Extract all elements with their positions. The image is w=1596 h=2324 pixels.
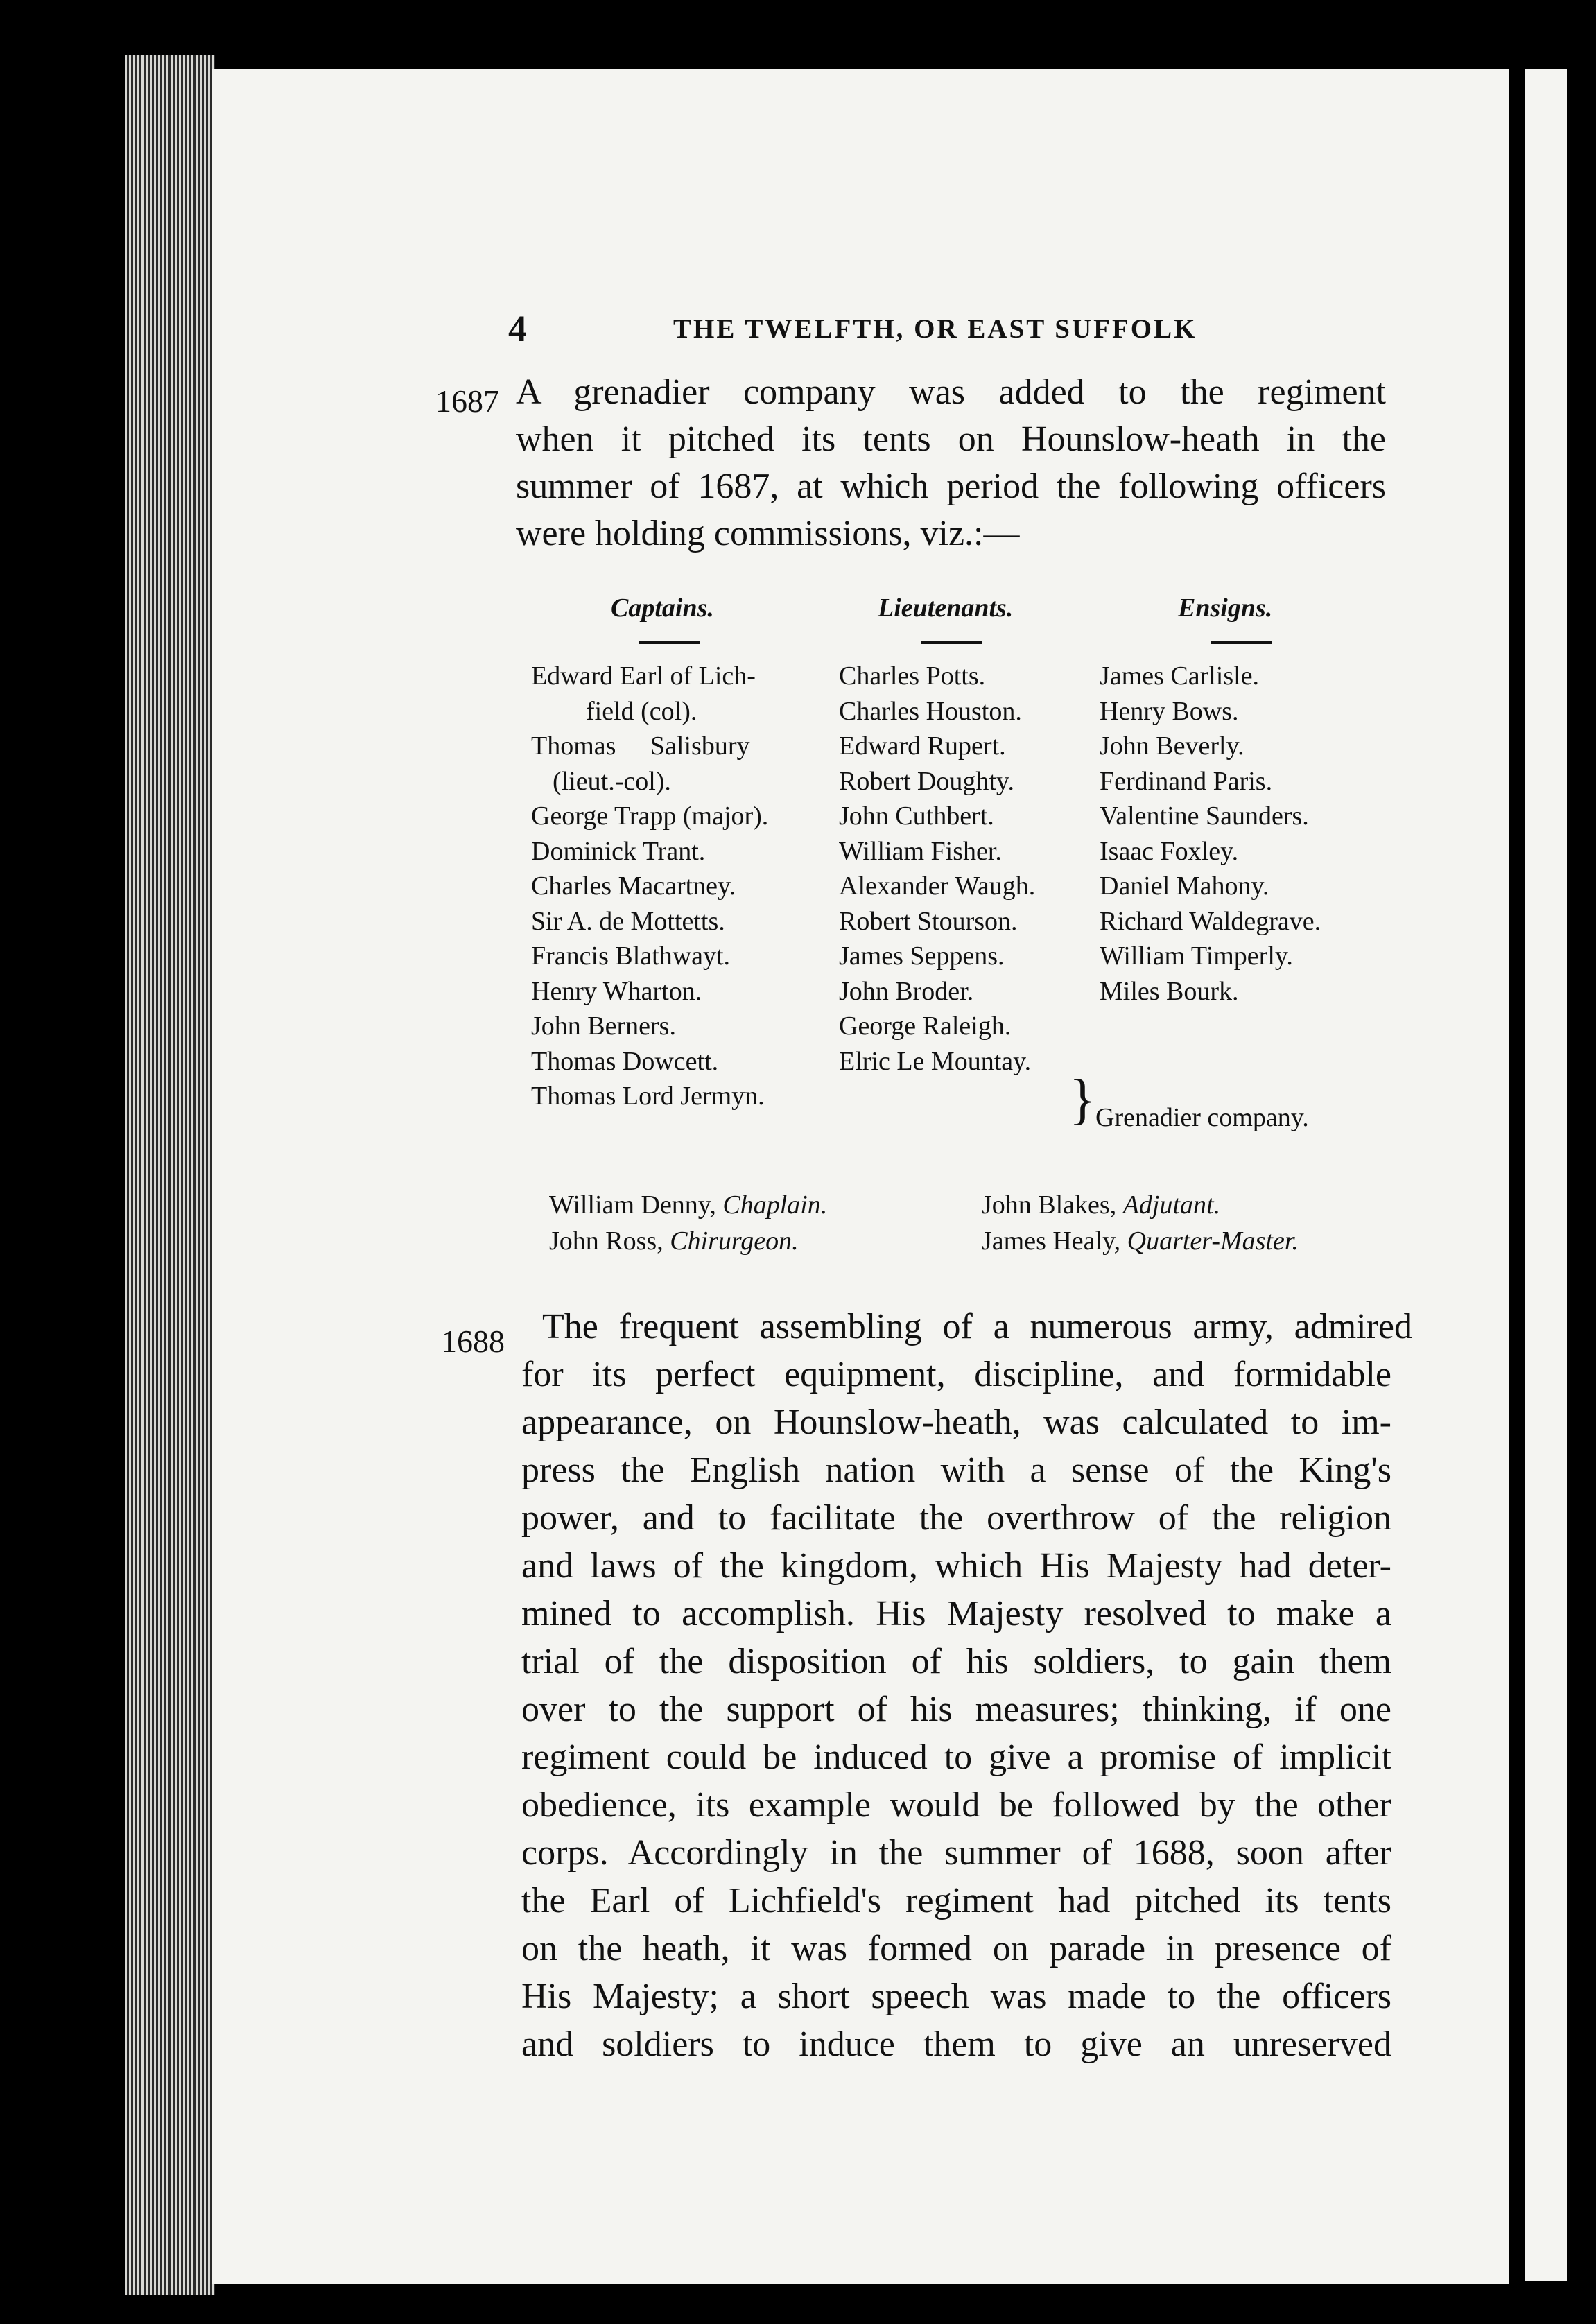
officer-name: William Fisher. [839, 836, 1002, 866]
text-line: and laws of the kingdom, which His Majesty had deter- [521, 1546, 1391, 1586]
officer-name: George Trapp (major). [531, 801, 769, 831]
officer-name: Henry Wharton. [531, 976, 702, 1006]
running-head: THE TWELFTH, OR EAST SUFFOLK [673, 314, 1197, 344]
text-line: the Earl of Lichfield's regiment had pitched its tents [521, 1881, 1391, 1920]
page-number: 4 [508, 308, 527, 349]
officer-name: Valentine Saunders. [1100, 801, 1309, 831]
grenadier-brace: } [1069, 1069, 1096, 1130]
officer-name: Dominick Trant. [531, 836, 706, 866]
grenadier-note: Grenadier company. [1095, 1103, 1309, 1132]
officer-name: (lieut.-col). [553, 766, 671, 796]
text-line: A grenadier company was added to the regiment [516, 372, 1386, 412]
staff-title: Chirurgeon. [670, 1226, 799, 1256]
staff-surgeon [549, 1226, 799, 1256]
officer-name: Alexander Waugh. [839, 872, 1036, 901]
lieutenants-rule [921, 641, 982, 644]
text-line: trial of the disposition of his soldiers, to gain them [521, 1642, 1391, 1681]
text-line: when it pitched its tents on Hounslow-heath in the [516, 419, 1386, 459]
page-sheet [212, 69, 1509, 2284]
staff-adjutant [982, 1190, 1220, 1220]
staff-chaplain [549, 1190, 827, 1220]
staff-title: Chaplain. [722, 1190, 828, 1220]
officer-name: Richard Waldegrave. [1100, 906, 1321, 936]
officer-name: Edward Rupert. [839, 731, 1006, 761]
officer-name: Charles Houston. [839, 696, 1022, 726]
officer-name: Elric Le Mountay. [839, 1046, 1032, 1076]
staff-name: John Blakes, [982, 1190, 1117, 1220]
officer-name: William Timperly. [1100, 942, 1293, 971]
officer-name: Edward Earl of Lich- [531, 661, 756, 691]
officer-name: James Carlisle. [1100, 661, 1260, 691]
staff-title: Quarter-Master. [1127, 1226, 1299, 1256]
captains-rule [639, 641, 700, 644]
officer-name: Miles Bourk. [1100, 976, 1239, 1006]
text-line: were holding commissions, viz.:— [516, 514, 1020, 553]
text-line: corps. Accordingly in the summer of 1688, soon after [521, 1833, 1391, 1873]
officer-name: Thomas Salisbury [531, 731, 750, 761]
text-line: obedience, its example would be followed by the other [521, 1785, 1391, 1825]
officer-name: Thomas Dowcett. [531, 1046, 719, 1076]
staff-quartermaster [982, 1226, 1299, 1256]
officer-name: John Berners. [531, 1012, 676, 1041]
text-line: on the heath, it was formed on parade in presence of [521, 1929, 1391, 1968]
officer-name: Robert Doughty. [839, 766, 1014, 796]
text-line: press the English nation with a sense of the King's [521, 1450, 1391, 1490]
book-gutter [1509, 55, 1527, 2295]
text-line: power, and to facilitate the overthrow of the religion [521, 1498, 1391, 1538]
ensigns-list [1100, 659, 1321, 1009]
text-line: and soldiers to induce them to give an unreserved [521, 2024, 1391, 2064]
text-line: over to the support of his measures; thinking, if one [521, 1690, 1391, 1729]
text-line: The frequent assembling of a numerous army, admired [542, 1307, 1412, 1346]
page-edges [125, 55, 215, 2295]
ensigns-heading: Ensigns. [1178, 593, 1273, 623]
lieutenants-heading: Lieutenants. [878, 593, 1014, 623]
captains-heading: Captains. [611, 593, 714, 623]
text-line: summer of 1687, at which period the following officers [516, 467, 1386, 506]
staff-name: John Ross, [549, 1226, 663, 1256]
officer-name: John Beverly. [1100, 731, 1244, 761]
facing-page-edge [1525, 69, 1567, 2281]
officer-name: Thomas Lord Jermyn. [531, 1082, 765, 1111]
captains-list [531, 659, 768, 1114]
officer-name: Henry Bows. [1100, 696, 1239, 726]
officer-name: Sir A. de Mottetts. [531, 906, 725, 936]
year-1687: 1687 [435, 383, 499, 419]
ensigns-rule [1211, 641, 1272, 644]
staff-name: William Denny, [549, 1190, 716, 1220]
officer-name: Charles Macartney. [531, 872, 736, 901]
officer-name: John Broder. [839, 976, 974, 1006]
text-line: His Majesty; a short speech was made to the officers [521, 1977, 1391, 2016]
officer-name: James Seppens. [839, 942, 1005, 971]
lieutenants-list [839, 659, 1035, 1079]
officer-name: Robert Stourson. [839, 906, 1018, 936]
year-1688: 1688 [441, 1324, 505, 1359]
staff-title: Adjutant. [1122, 1190, 1221, 1220]
text-line: mined to accomplish. His Majesty resolved to make a [521, 1594, 1391, 1633]
officer-name: field (col). [586, 696, 697, 726]
officer-name: Isaac Foxley. [1100, 836, 1239, 866]
officer-name: Ferdinand Paris. [1100, 766, 1273, 796]
officer-name: George Raleigh. [839, 1012, 1012, 1041]
text-line: appearance, on Hounslow-heath, was calculated to im- [521, 1403, 1391, 1442]
staff-name: James Healy, [982, 1226, 1121, 1256]
text-line: regiment could be induced to give a promise of implicit [521, 1737, 1391, 1777]
officer-name: Charles Potts. [839, 661, 986, 691]
officer-name: Daniel Mahony. [1100, 872, 1269, 901]
officer-name: John Cuthbert. [839, 801, 994, 831]
officer-name: Francis Blathwayt. [531, 942, 731, 971]
text-line: for its perfect equipment, discipline, and formidable [521, 1355, 1391, 1394]
